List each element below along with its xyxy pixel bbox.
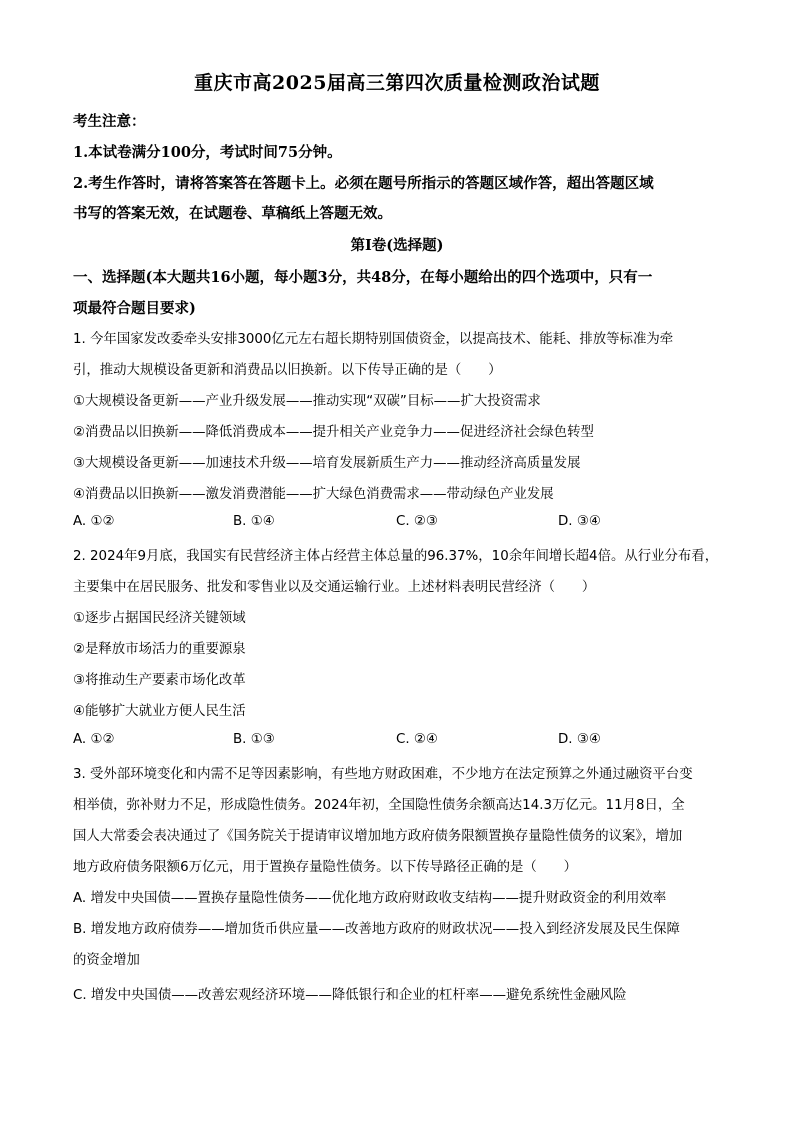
question-2-stem-cont: 主要集中在居民服务、批发和零售业以及交通运输行业。上述材料表明民营经济（ ） bbox=[73, 580, 596, 595]
question-2-option-c[interactable]: C. ②④ bbox=[396, 732, 438, 747]
question-1-statement-2: ②消费品以旧换新——降低消费成本——提升相关产业竞争力——促进经济社会绿色转型 bbox=[73, 425, 594, 440]
question-2-option-d[interactable]: D. ③④ bbox=[558, 732, 601, 747]
question-3-choice-b[interactable]: B. 增发地方政府债券——增加货币供应量——改善地方政府的财政状况——投入到经济发展及民生保障 bbox=[73, 922, 680, 937]
question-3-choice-b-cont: 的资金增加 bbox=[73, 953, 140, 968]
question-2-option-b[interactable]: B. ①③ bbox=[233, 732, 275, 747]
question-1-stem-cont: 引，推动大规模设备更新和消费品以旧换新。以下传导正确的是（ ） bbox=[73, 363, 502, 378]
volume-heading: 第Ⅰ卷(选择题) bbox=[350, 237, 444, 254]
page-title: 重庆市高2025届高三第四次质量检测政治试题 bbox=[194, 72, 600, 94]
question-2-option-a[interactable]: A. ①② bbox=[73, 732, 115, 747]
question-1-option-d[interactable]: D. ③④ bbox=[558, 514, 601, 529]
question-1-option-a[interactable]: A. ①② bbox=[73, 514, 115, 529]
question-3-choice-c[interactable]: C. 增发中央国债——改善宏观经济环境——降低银行和企业的杠杆率——避免系统性金融风险 bbox=[73, 988, 627, 1003]
question-1-statement-3: ③大规模设备更新——加速技术升级——培育发展新质生产力——推动经济高质量发展 bbox=[73, 456, 581, 471]
question-1-option-c[interactable]: C. ②③ bbox=[396, 514, 438, 529]
question-1-stem: 1. 今年国家发改委牵头安排3000亿元左右超长期特别国债资金，以提高技术、能耗、排放等标准为牵 bbox=[73, 332, 674, 347]
notice-heading: 考生注意： bbox=[73, 113, 146, 130]
question-2-stem: 2. 2024年9月底，我国实有民营经济主体占经营主体总量的96.37%，10余年间增长超4倍。从行业分布看， bbox=[73, 549, 719, 564]
notice-item-1: 1.本试卷满分100分，考试时间75分钟。 bbox=[73, 144, 342, 161]
question-2-statement-1: ①逐步占据国民经济关键领域 bbox=[73, 611, 246, 626]
question-2-statement-4: ④能够扩大就业方便人民生活 bbox=[73, 704, 246, 719]
question-3-stem: 3. 受外部环境变化和内需不足等因素影响，有些地方财政困难，不少地方在法定预算之外通过融资平台变 bbox=[73, 767, 693, 782]
question-3-stem-cont-2: 国人大常委会表决通过了《国务院关于提请审议增加地方政府债务限额置换存量隐性债务的议案》，增加 bbox=[73, 829, 683, 844]
section-heading-cont: 项最符合题目要求) bbox=[73, 300, 196, 317]
question-3-stem-cont-3: 地方政府债务限额6万亿元，用于置换存量隐性债务。以下传导路径正确的是（ ） bbox=[73, 860, 577, 875]
question-1-option-b[interactable]: B. ①④ bbox=[233, 514, 275, 529]
notice-item-2: 2.考生作答时，请将答案答在答题卡上。必须在题号所指示的答题区域作答，超出答题区域 bbox=[73, 175, 654, 192]
notice-item-2-cont: 书写的答案无效，在试题卷、草稿纸上答题无效。 bbox=[73, 205, 392, 222]
question-2-statement-3: ③将推动生产要素市场化改革 bbox=[73, 673, 246, 688]
section-heading: 一、选择题(本大题共16小题，每小题3分，共48分，在每小题给出的四个选项中，只有一 bbox=[73, 269, 653, 286]
question-3-stem-cont-1: 相举债，弥补财力不足，形成隐性债务。2024年初，全国隐性债务余额高达14.3万亿元。11月8日，全 bbox=[73, 798, 685, 813]
question-1-statement-1: ①大规模设备更新——产业升级发展——推动实现“双碳”目标——扩大投资需求 bbox=[73, 394, 541, 409]
question-2-statement-2: ②是释放市场活力的重要源泉 bbox=[73, 642, 246, 657]
question-3-choice-a[interactable]: A. 增发中央国债——置换存量隐性债务——优化地方政府财政收支结构——提升财政资金的利用效率 bbox=[73, 891, 667, 906]
question-1-statement-4: ④消费品以旧换新——激发消费潜能——扩大绿色消费需求——带动绿色产业发展 bbox=[73, 487, 554, 502]
